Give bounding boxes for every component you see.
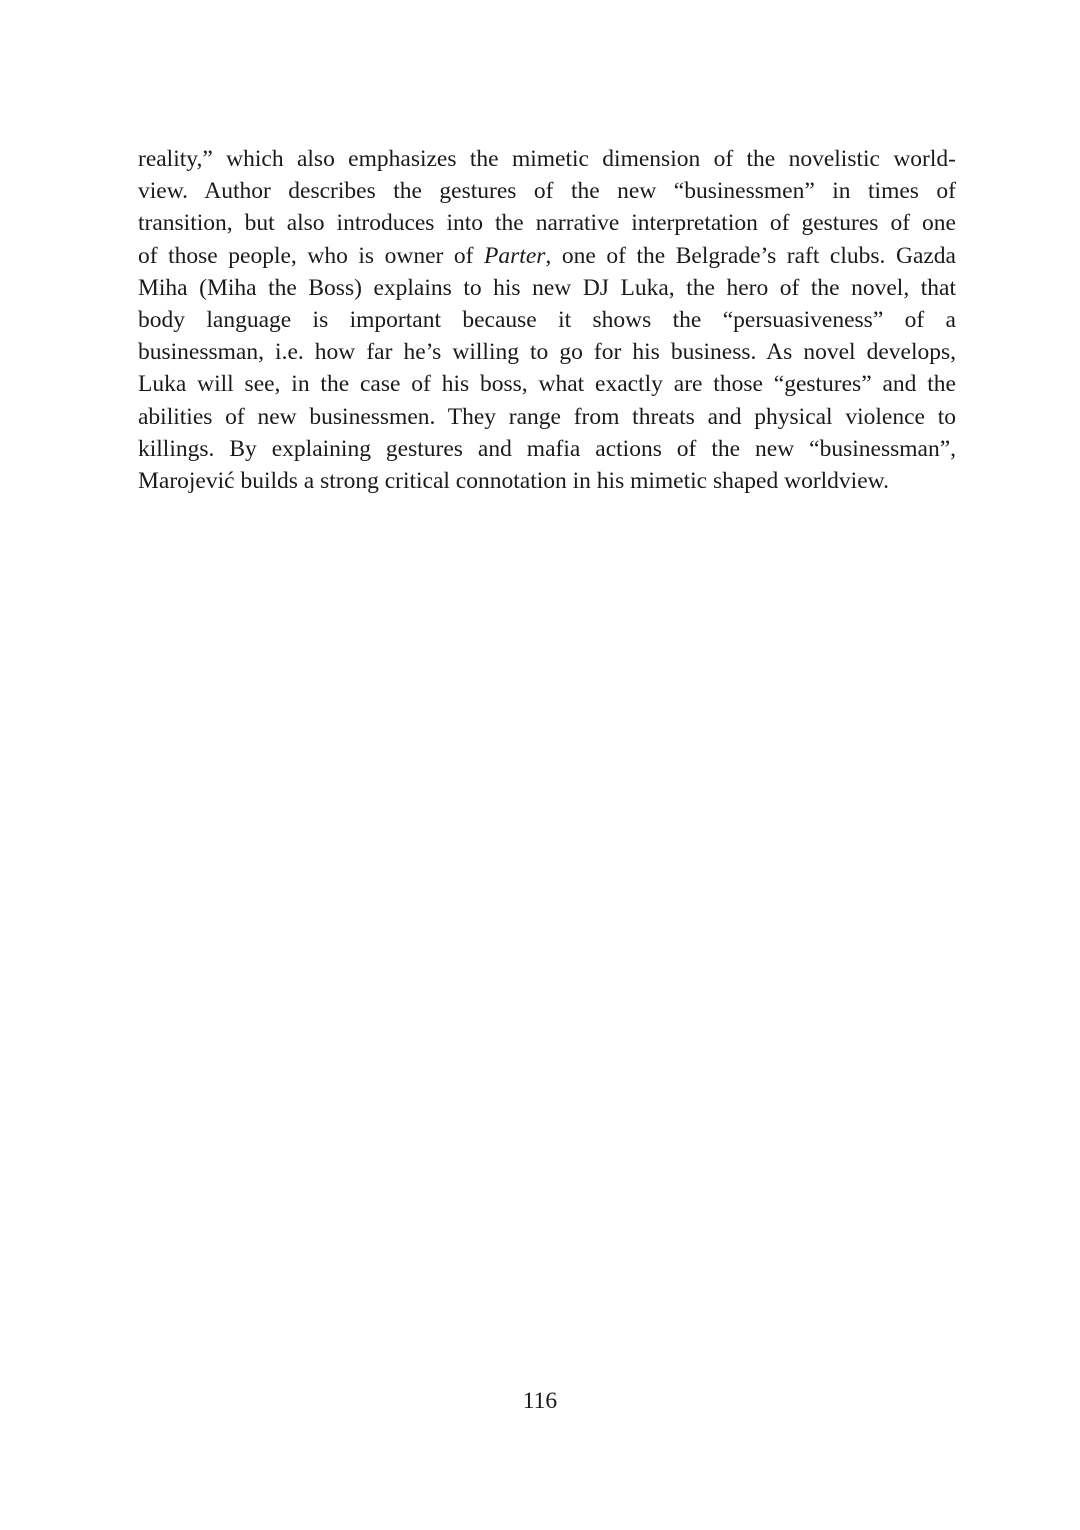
paragraph-line	[138, 240, 956, 272]
line-text: , one of the Belgrade’s raft clubs. Gazda	[545, 242, 956, 269]
paragraph-line: Luka will see, in the case of his boss, what exactly are those “gestures” and the	[138, 371, 956, 398]
page-number: 116	[522, 1388, 558, 1414]
paragraph-line: body language is important because it shows the “persuasiveness” of a	[138, 307, 956, 334]
body-paragraph	[138, 143, 956, 497]
paragraph-line: view. Author describes the gestures of the new “businessmen” in times of	[138, 178, 956, 205]
paragraph-line: businessman, i.e. how far he’s willing to go for his business. As novel develops,	[138, 339, 956, 366]
paragraph-line: reality,” which also emphasizes the mimetic dimension of the novelistic world-	[138, 146, 956, 172]
paragraph-line: abilities of new businessmen. They range from threats and physical violence to	[138, 403, 956, 430]
italic-title: Parter	[484, 242, 546, 269]
paragraph-line: Marojević builds a strong critical connotation in his mimetic shaped worldview.	[138, 468, 889, 495]
paragraph-line: Miha (Miha the Boss) explains to his new DJ Luka, the hero of the novel, that	[138, 274, 956, 301]
paragraph-line: transition, but also introduces into the narrative interpretation of gestures of one	[138, 210, 956, 237]
line-text: of those people, who is owner of	[138, 242, 485, 269]
paragraph-line: killings. By explaining gestures and mafia actions of the new “businessman”,	[138, 435, 956, 462]
